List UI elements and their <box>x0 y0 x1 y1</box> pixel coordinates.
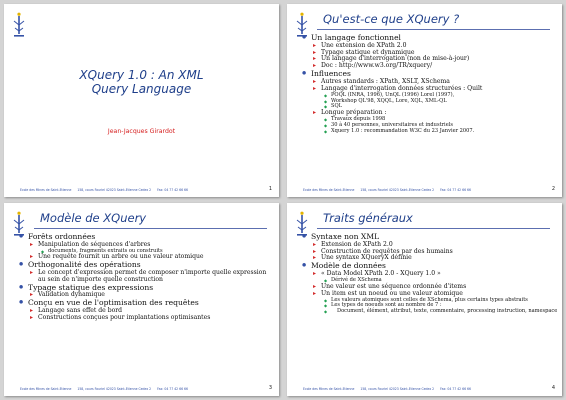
bullet-level-2: ▸ Doc : http://www.w3.org/TR/xquery/ <box>301 63 558 70</box>
slide-footer <box>20 188 193 192</box>
footer-address: 158, cours Fauriel 42023 Saint-Etienne Cedex 2 <box>77 387 152 391</box>
slide-4 <box>287 203 562 396</box>
title-divider <box>317 29 550 30</box>
bullet-level-2: ▸ Constructions conçues pour implantations optimisantes <box>18 315 275 322</box>
title-divider <box>317 228 550 229</box>
slide-1 <box>4 4 279 197</box>
bullet-level-3: ◆ SQL <box>301 104 558 110</box>
bullet-level-2: ▸ Un item est un noeud ou une valeur atomique <box>301 291 558 298</box>
bullet-level-3: ◆ Document, élément, attribut, texte, commentaire, processing instruction, namespace <box>301 309 558 315</box>
slide-footer <box>303 188 476 192</box>
bullet-level-2: ▸ Longue préparation : <box>301 110 558 117</box>
bullet-level-2: ▸ Une valeur est une séquence ordonnée d'items <box>301 284 558 291</box>
bullet-level-3: ◆ documents, fragments extraits ou construits <box>18 249 275 255</box>
slide-title: Traits généraux <box>323 211 413 225</box>
bullet-level-3: ◆ Les types de noeuds sont au nombre de 7 : <box>301 303 558 309</box>
footer-fax: Fax: 04 77 42 66 66 <box>157 188 188 192</box>
bullet-level-3: ◆ 30 à 40 personnes, universitaires et industriels <box>301 123 558 129</box>
bullet-level-2: ▸ Une syntaxe XQueryX définie <box>301 255 558 262</box>
footer-address: 158, cours Fauriel 42023 Saint-Etienne Cedex 2 <box>77 188 152 192</box>
bullet-level-2: ▸ « Data Model XPath 2.0 - XQuery 1.0 » <box>301 271 558 278</box>
slide-content <box>18 233 275 322</box>
bullet-level-3: ◆ Travaux depuis 1998 <box>301 117 558 123</box>
bullet-level-1: ● Syntaxe non XML <box>301 233 558 242</box>
bullet-level-2: ▸ Langage d'interrogation données structurées : Quilt <box>301 86 558 93</box>
bullet-level-1: ● Typage statique des expressions <box>18 284 275 293</box>
slide-3 <box>4 203 279 396</box>
footer-school: Ecole des Mines de Saint-Etienne <box>20 188 72 192</box>
bullet-level-2: ▸ Le concept d'expression permet de composer n'importe quelle expression au sein de n'importe quelle construction <box>18 270 275 284</box>
footer-address: 158, cours Fauriel 42023 Saint-Etienne Cedex 2 <box>360 188 435 192</box>
bullet-level-3: ◆ Xquery 1.0 : recommandation W3C du 23 Janvier 2007. <box>301 129 558 135</box>
bullet-level-2: ▸ Une requête fournit un arbre ou une valeur atomique <box>18 254 275 261</box>
slide-title: Modèle de XQuery <box>40 211 147 225</box>
bullet-level-1: ● Modèle de données <box>301 262 558 271</box>
page-number: 4 <box>551 385 555 391</box>
bullet-level-1: ● Orthogonalité des opérations <box>18 261 275 270</box>
bullet-level-3: ◆ POQL (INRA, 1996), UnQL (1996) Lorel (1997), <box>301 93 558 99</box>
bullet-level-1: ● Un langage fonctionnel <box>301 34 558 43</box>
title-divider <box>34 228 267 229</box>
bullet-level-2: ▸ Validation dynamique <box>18 292 275 299</box>
bullet-level-2: ▸ Autres standards : XPath, XSLT, XSchema <box>301 79 558 86</box>
bullet-level-3: ◆ Les valeurs atomiques sont celles de XSchema, plus certains types abstraits <box>301 298 558 304</box>
page-number: 3 <box>268 385 272 391</box>
bullet-level-1: ● Forêts ordonnées <box>18 233 275 242</box>
bullet-level-2: ▸ Langage sans effet de bord <box>18 308 275 315</box>
footer-address: 158, cours Fauriel 42023 Saint-Etienne Cedex 2 <box>360 387 435 391</box>
school-logo-icon <box>12 12 26 42</box>
bullet-level-1: ● Influences <box>301 70 558 79</box>
bullet-level-2: ▸ Un langage d'interrogation (non de mise-à-jour) <box>301 56 558 63</box>
slide-footer <box>303 387 476 391</box>
bullet-level-2: ▸ Manipulation de séquences d'arbres <box>18 242 275 249</box>
page-number: 1 <box>268 186 272 192</box>
title-line-1: XQuery 1.0 : An XML <box>79 68 204 82</box>
slide-footer <box>20 387 193 391</box>
footer-school: Ecole des Mines de Saint-Etienne <box>20 387 72 391</box>
bullet-level-2: ▸ Une extension de XPath 2.0 <box>301 43 558 50</box>
footer-school: Ecole des Mines de Saint-Etienne <box>303 188 355 192</box>
page-number: 2 <box>551 186 555 192</box>
presentation-title <box>4 68 279 96</box>
bullet-level-3: ◆ Dérivé de XSchema <box>301 278 558 284</box>
bullet-level-1: ● Conçu en vue de l'optimisation des requêtes <box>18 299 275 308</box>
footer-fax: Fax: 04 77 42 66 66 <box>157 387 188 391</box>
author-name: Jean-Jacques Girardot <box>107 128 176 135</box>
title-line-2: Query Language <box>91 82 192 96</box>
slide-content <box>301 34 558 135</box>
bullet-level-2: ▸ Typage statique et dynamique <box>301 50 558 57</box>
footer-fax: Fax: 04 77 42 66 66 <box>440 188 471 192</box>
bullet-level-2: ▸ Construction de requêtes par des humains <box>301 249 558 256</box>
slide-title: Qu'est-ce que XQuery ? <box>323 12 460 26</box>
slide-content <box>301 233 558 315</box>
slide-2 <box>287 4 562 197</box>
bullet-level-3: ◆ Workshop QL'98, XQQL, Lore, XQL, XML-QL <box>301 99 558 105</box>
footer-fax: Fax: 04 77 42 66 66 <box>440 387 471 391</box>
bullet-level-2: ▸ Extension de XPath 2.0 <box>301 242 558 249</box>
footer-school: Ecole des Mines de Saint-Etienne <box>303 387 355 391</box>
